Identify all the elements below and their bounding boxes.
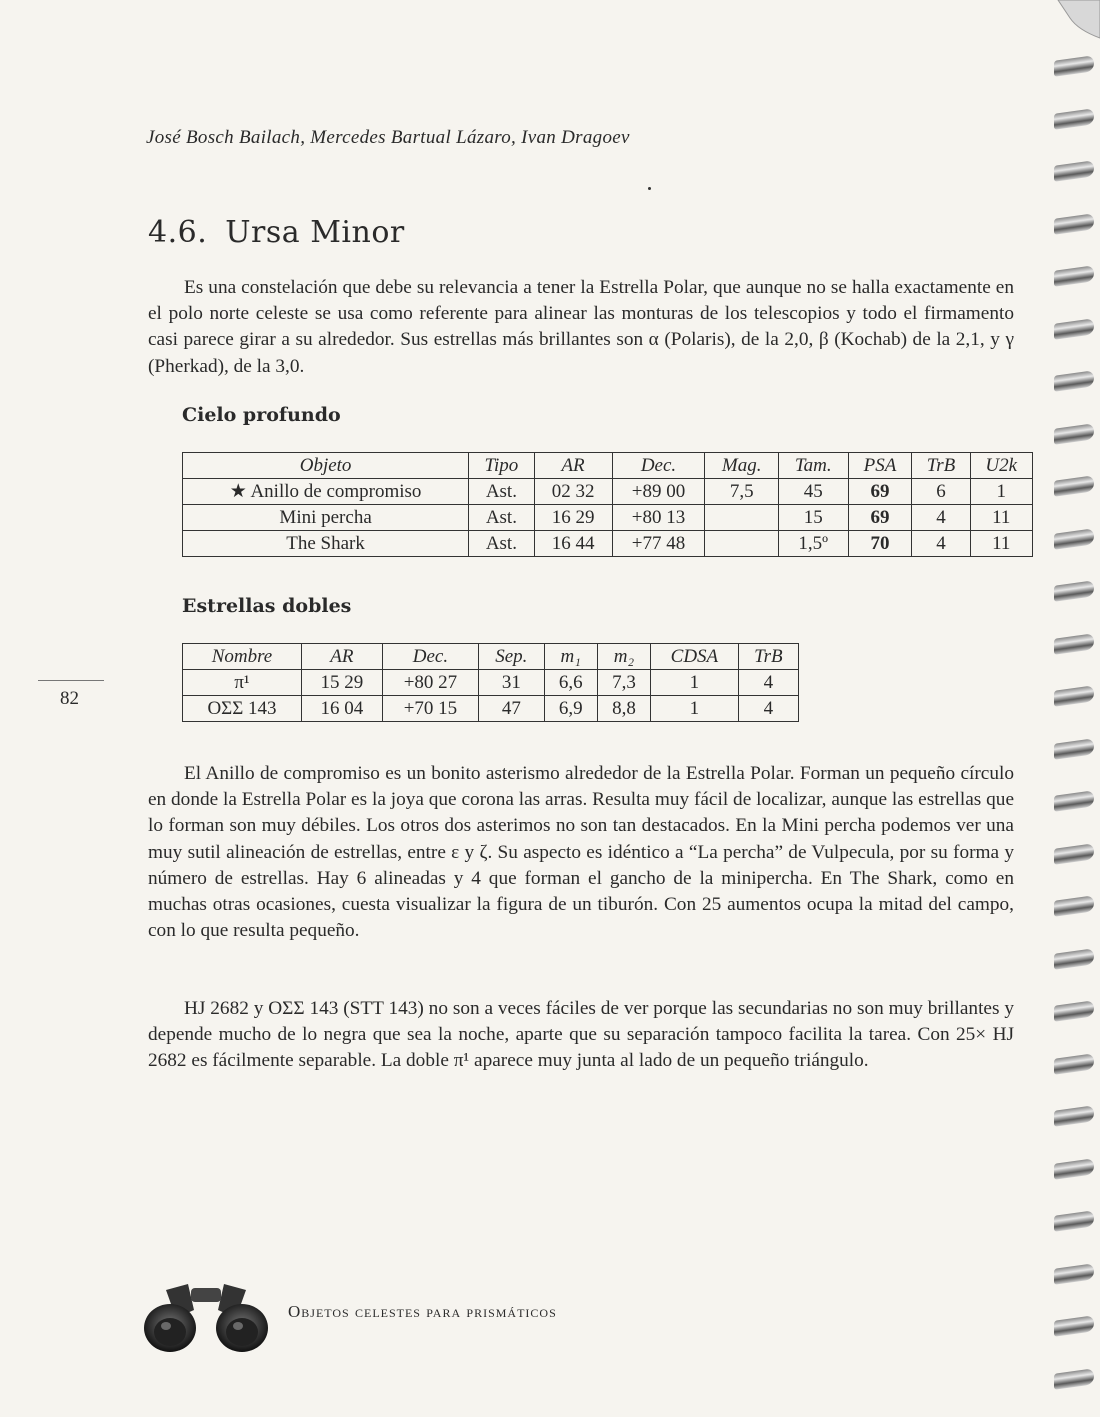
table-cell: 4 [912, 531, 970, 557]
table-cell: 16 44 [534, 531, 612, 557]
spiral-ring [1054, 895, 1094, 917]
spiral-ring [1054, 948, 1094, 970]
table-cell: The Shark [183, 531, 469, 557]
ink-dot [648, 187, 651, 190]
spiral-ring [1054, 1315, 1094, 1337]
spiral-ring [1054, 370, 1094, 392]
table-row [183, 531, 1033, 557]
spiral-ring [1054, 265, 1094, 287]
table-cell: 11 [970, 531, 1033, 557]
spiral-ring [1054, 633, 1094, 655]
double-stars-table [182, 643, 799, 722]
column-header: U2k [970, 453, 1033, 479]
section-number: 4.6. [148, 215, 208, 250]
table-row [183, 479, 1033, 505]
spiral-ring [1054, 213, 1094, 235]
running-footer: Objetos celestes para prismáticos [288, 1302, 557, 1321]
spiral-ring [1054, 528, 1094, 550]
spiral-ring [1054, 1105, 1094, 1127]
table-cell: 6 [912, 479, 970, 505]
table-cell [705, 505, 779, 531]
table-cell: 1,5º [778, 531, 848, 557]
column-header: m₁ [544, 644, 597, 670]
page-number: 82 [60, 688, 79, 709]
spiral-ring [1054, 475, 1094, 497]
body-paragraph-2: HJ 2682 y OΣΣ 143 (STT 143) no son a veces fáciles de ver porque las secundarias no son muy brillantes y depende mucho de lo negra que sea la noche, aparte que su separación tampoco facilita la tarea. Con 25× HJ 2682 es fácilmente separable. La doble π¹ aparece muy junta al lado de un pequeño triángulo. [148, 998, 1014, 1072]
double-stars-heading: Estrellas dobles [182, 595, 352, 617]
spiral-ring [1054, 423, 1094, 445]
column-header: Dec. [382, 644, 478, 670]
binoculars-icon [136, 1270, 276, 1360]
spiral-ring [1054, 1053, 1094, 1075]
intro-paragraph: Es una constelación que debe su relevancia a tener la Estrella Polar, que aunque no se halla exactamente en el polo norte celeste se usa como referente para alinear las monturas de los telescopios y todo el firmamento casi parece girar a su alrededor. Sus estrellas más brillantes son α (Polaris), de la 2,0, β (Kochab) de la 2,1, y γ (Pherkad), de la 3,0. [148, 277, 1014, 377]
table-cell: Ast. [469, 479, 534, 505]
table-cell: 6,9 [544, 696, 597, 722]
spiral-ring [1054, 1210, 1094, 1232]
column-header: Mag. [705, 453, 779, 479]
table-cell: 69 [848, 479, 912, 505]
table-cell: 4 [738, 670, 798, 696]
table-cell: +80 13 [612, 505, 705, 531]
table-cell: 1 [651, 670, 739, 696]
table-cell: Mini percha [183, 505, 469, 531]
table-cell: +77 48 [612, 531, 705, 557]
column-header: Dec. [612, 453, 705, 479]
column-header: TrB [738, 644, 798, 670]
table-cell: 31 [479, 670, 544, 696]
table-row [183, 505, 1033, 531]
table-cell: ★ Anillo de compromiso [183, 479, 469, 505]
spiral-ring [1054, 685, 1094, 707]
spiral-ring [1054, 843, 1094, 865]
spiral-ring [1054, 318, 1094, 340]
column-header: m₂ [597, 644, 650, 670]
table-cell: 70 [848, 531, 912, 557]
spiral-ring [1054, 738, 1094, 760]
running-header: José Bosch Bailach, Mercedes Bartual Lázaro, Ivan Dragoev [146, 127, 630, 148]
table-cell: +89 00 [612, 479, 705, 505]
table-cell: 16 29 [534, 505, 612, 531]
table-cell: 15 [778, 505, 848, 531]
table-cell: +70 15 [382, 696, 478, 722]
table-cell: 7,3 [597, 670, 650, 696]
table-row [183, 670, 799, 696]
table-cell: 4 [738, 696, 798, 722]
spiral-ring [1054, 1263, 1094, 1285]
section-title [148, 215, 405, 250]
table-cell: OΣΣ 143 [183, 696, 302, 722]
table-cell: 47 [479, 696, 544, 722]
spiral-ring [1054, 1000, 1094, 1022]
spiral-ring [1054, 108, 1094, 130]
table-row [183, 696, 799, 722]
table-cell: 11 [970, 505, 1033, 531]
spiral-ring [1054, 1368, 1094, 1390]
table-cell: 1 [651, 696, 739, 722]
spiral-ring [1054, 580, 1094, 602]
column-header: Tam. [778, 453, 848, 479]
table-cell: Ast. [469, 505, 534, 531]
table-cell: 4 [912, 505, 970, 531]
table-cell: 16 04 [301, 696, 382, 722]
column-header: AR [534, 453, 612, 479]
spiral-ring [1054, 790, 1094, 812]
table-cell: +80 27 [382, 670, 478, 696]
table-header-row [183, 644, 799, 670]
spiral-ring [1054, 55, 1094, 77]
body-paragraph-1: El Anillo de compromiso es un bonito asterismo alrededor de la Estrella Polar. Forman un pequeño círculo en donde la Estrella Polar es la joya que corona las arras. Resulta muy fácil de localizar, aunque las estrellas que lo forman son muy débiles. Los otros dos asterimos no son tan destacados. En la Mini percha podemos ver una muy sutil alineación de estrellas, entre ε y ζ. Su aspecto es idéntico a “La percha” de Vulpecula, por su forma y número de estrellas. Hay 6 alineadas y 4 que forman el gancho de la minipercha. En The Shark, como en muchas otras ocasiones, cuesta visualizar la figura de un tiburón. Con 25 aumentos ocupa la mitad del campo, con lo que resulta pequeño. [148, 763, 1014, 942]
deep-sky-heading: Cielo profundo [182, 404, 341, 426]
table-cell: π¹ [183, 670, 302, 696]
column-header: Tipo [469, 453, 534, 479]
column-header: PSA [848, 453, 912, 479]
table-cell: 02 32 [534, 479, 612, 505]
spiral-ring [1054, 1158, 1094, 1180]
spiral-ring [1054, 160, 1094, 182]
table-cell: 1 [970, 479, 1033, 505]
table-cell [705, 531, 779, 557]
column-header: Sep. [479, 644, 544, 670]
section-name: Ursa Minor [225, 215, 405, 250]
table-cell: 15 29 [301, 670, 382, 696]
column-header: AR [301, 644, 382, 670]
column-header: CDSA [651, 644, 739, 670]
table-cell: 6,6 [544, 670, 597, 696]
column-header: Nombre [183, 644, 302, 670]
column-header: TrB [912, 453, 970, 479]
deep-sky-table [182, 452, 1033, 557]
table-cell: 7,5 [705, 479, 779, 505]
spiral-binding [1048, 0, 1100, 1417]
margin-rule [38, 680, 104, 681]
column-header: Objeto [183, 453, 469, 479]
table-cell: 45 [778, 479, 848, 505]
table-cell: 8,8 [597, 696, 650, 722]
table-cell: 69 [848, 505, 912, 531]
table-header-row [183, 453, 1033, 479]
table-cell: Ast. [469, 531, 534, 557]
